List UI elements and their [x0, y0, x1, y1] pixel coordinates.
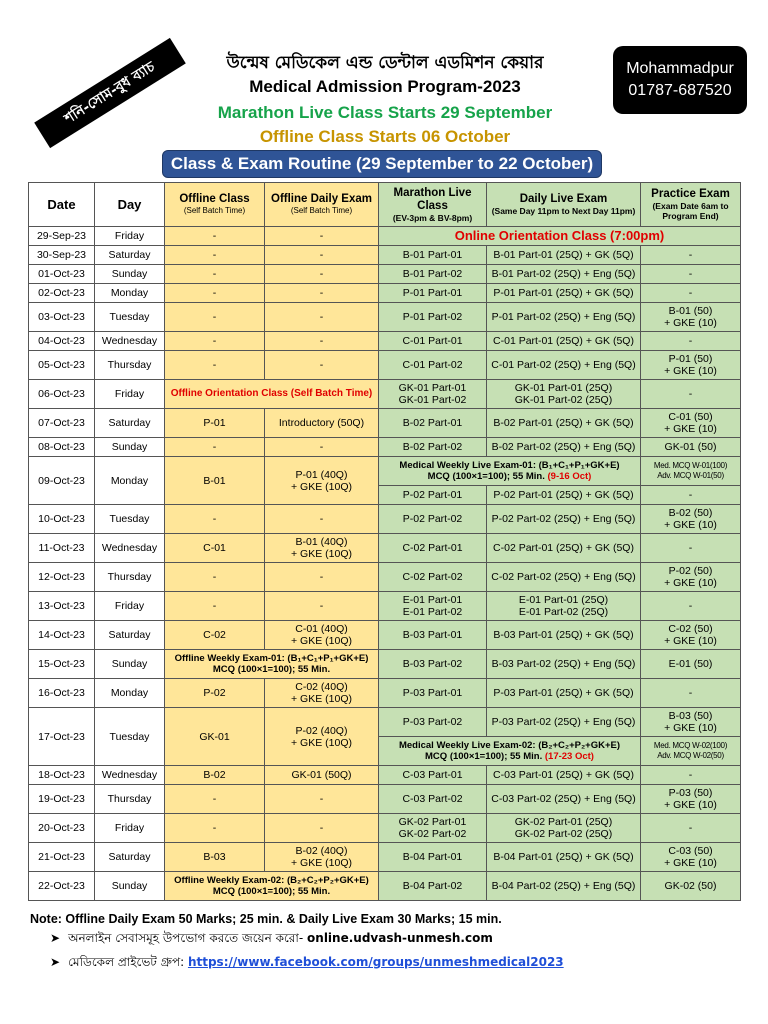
live-exam-cell: P-03 Part-01 (25Q) + GK (5Q): [487, 679, 641, 708]
offline-exam-cell: [265, 621, 379, 650]
day-cell: Tuesday: [95, 303, 165, 332]
table-row: [29, 246, 741, 265]
offline-exam-cell: -: [265, 563, 379, 592]
online-services-link[interactable]: online.udvash-unmesh.com: [307, 931, 493, 945]
practice-cell: -: [641, 265, 741, 284]
day-cell: Friday: [95, 380, 165, 409]
practice-cell: [641, 563, 741, 592]
practice-cell: [641, 843, 741, 872]
table-row: [29, 227, 741, 246]
offline-class-cell: -: [165, 563, 265, 592]
live-exam-line-2: GK-01 Part-02 (25Q): [514, 394, 613, 406]
date-cell: 09-Oct-23: [29, 457, 95, 505]
offline-exam-line-1: C-01 (40Q): [295, 623, 348, 635]
day-cell: Friday: [95, 227, 165, 246]
offline-exam-cell: -: [265, 785, 379, 814]
offline-exam-cell: -: [265, 284, 379, 303]
marathon-cell: B-04 Part-01: [379, 843, 487, 872]
practice-cell: [641, 785, 741, 814]
practice-line-2: + GKE (10): [664, 857, 717, 869]
practice-line-1: P-02 (50): [668, 565, 713, 577]
header-row: [29, 183, 741, 227]
practice-line-2: + GKE (10): [664, 577, 717, 589]
live-exam-cell: P-02 Part-01 (25Q) + GK (5Q): [487, 486, 641, 505]
table-row: [29, 380, 741, 409]
marathon-cell: C-01 Part-01: [379, 332, 487, 351]
table-row: [29, 650, 741, 679]
offline-exam-cell: -: [265, 332, 379, 351]
weekly-line-2: [381, 751, 638, 762]
header: [0, 0, 768, 182]
online-services-item: [30, 930, 750, 950]
table-row: [29, 814, 741, 843]
marathon-cell: B-03 Part-01: [379, 621, 487, 650]
live-exam-line-2: GK-02 Part-02 (25Q): [514, 828, 613, 840]
program-title: Medical Admission Program-2023: [249, 77, 521, 96]
col-practice: [641, 183, 741, 227]
offline-exam-line-1: B-01 (40Q): [295, 536, 348, 548]
live-exam-cell: C-01 Part-01 (25Q) + GK (5Q): [487, 332, 641, 351]
arrow-right-icon: ➤: [50, 931, 61, 945]
offline-exam-cell: -: [265, 303, 379, 332]
offline-exam-line-1: P-01 (40Q): [295, 468, 348, 481]
marathon-cell: [379, 814, 487, 843]
practice-line-1: B-02 (50): [668, 507, 713, 519]
table-row: [29, 303, 741, 332]
day-cell: Friday: [95, 814, 165, 843]
day-cell: Tuesday: [95, 505, 165, 534]
routine-title: Class & Exam Routine (29 September to 22 October): [162, 150, 602, 178]
offline-class-cell: -: [165, 284, 265, 303]
offline-exam-cell: -: [265, 505, 379, 534]
live-exam-cell: [487, 592, 641, 621]
org-title-bangla: উন্মেষ মেডিকেল এন্ড ডেন্টাল এডমিশন কেয়ার: [226, 53, 544, 73]
offline-exam-cell: -: [265, 592, 379, 621]
day-cell: Wednesday: [95, 534, 165, 563]
marathon-line-1: E-01 Part-01: [402, 594, 463, 606]
offline-class-cell: -: [165, 227, 265, 246]
date-cell: 05-Oct-23: [29, 351, 95, 380]
offline-exam-line-2: + GKE (10Q): [291, 635, 352, 647]
marathon-cell: P-02 Part-02: [379, 505, 487, 534]
offline-exam-cell: [265, 708, 379, 766]
date-cell: 22-Oct-23: [29, 872, 95, 901]
offline-class-cell: -: [165, 303, 265, 332]
weekly-line-1: Offline Weekly Exam-01: (B₁+C₁+P₁+GK+E): [174, 653, 369, 664]
practice-cell: [641, 303, 741, 332]
offline-exam-cell: -: [265, 227, 379, 246]
col-offline-exam-sub: (Self Batch Time): [290, 206, 353, 215]
offline-exam-line-2: + GKE (10Q): [291, 693, 352, 705]
practice-line-2: + GKE (10): [664, 799, 717, 811]
offline-exam-cell: [265, 534, 379, 563]
practice-cell: [641, 409, 741, 438]
practice-line-2: + GKE (10): [664, 317, 717, 329]
practice-cell: GK-01 (50): [641, 438, 741, 457]
offline-exam-line-2: + GKE (10Q): [291, 857, 352, 869]
live-exam-cell: B-04 Part-01 (25Q) + GK (5Q): [487, 843, 641, 872]
practice-line-1: B-01 (50): [668, 305, 713, 317]
table-row: [29, 457, 741, 486]
practice-cell: -: [641, 380, 741, 409]
offline-exam-cell: [265, 843, 379, 872]
date-cell: 07-Oct-23: [29, 409, 95, 438]
table-row: [29, 563, 741, 592]
offline-class-cell: -: [165, 265, 265, 284]
marathon-cell: P-01 Part-01: [379, 284, 487, 303]
date-cell: 20-Oct-23: [29, 814, 95, 843]
offline-class-cell: B-03: [165, 843, 265, 872]
footer-note: Note: Offline Daily Exam 50 Marks; 25 min. & Daily Live Exam 30 Marks; 15 min.: [30, 912, 502, 926]
marathon-cell: P-02 Part-01: [379, 486, 487, 505]
day-cell: Monday: [95, 457, 165, 505]
live-exam-cell: P-02 Part-02 (25Q) + Eng (5Q): [487, 505, 641, 534]
offline-class-cell: GK-01: [165, 708, 265, 766]
offline-class-cell: -: [165, 814, 265, 843]
offline-class-cell: P-01: [165, 409, 265, 438]
date-cell: 14-Oct-23: [29, 621, 95, 650]
table-row: [29, 872, 741, 901]
offline-exam-cell: [265, 679, 379, 708]
date-cell: 13-Oct-23: [29, 592, 95, 621]
practice-cell: -: [641, 284, 741, 303]
marathon-line-2: E-01 Part-02: [402, 606, 463, 618]
offline-class-cell: B-02: [165, 766, 265, 785]
date-cell: 03-Oct-23: [29, 303, 95, 332]
table-row: [29, 679, 741, 708]
live-exam-cell: P-03 Part-02 (25Q) + Eng (5Q): [487, 708, 641, 737]
practice-line-1: C-03 (50): [668, 845, 713, 857]
date-cell: 29-Sep-23: [29, 227, 95, 246]
col-offline-class: [165, 183, 265, 227]
private-group-text: মেডিকেল প্রাইভেট গ্রুপ:: [68, 955, 188, 969]
table-row: [29, 265, 741, 284]
practice-cell: -: [641, 679, 741, 708]
practice-line-2: + GKE (10): [664, 423, 717, 435]
offline-exam-line-2: + GKE (10Q): [291, 480, 352, 493]
day-cell: Tuesday: [95, 708, 165, 766]
offline-exam-cell: -: [265, 265, 379, 284]
practice-cell: -: [641, 246, 741, 265]
contact-box: [613, 46, 747, 114]
date-cell: 10-Oct-23: [29, 505, 95, 534]
col-live-exam-sub: (Same Day 11pm to Next Day 11pm): [491, 206, 636, 216]
practice-line-1: P-01 (50): [668, 353, 713, 365]
day-cell: Monday: [95, 679, 165, 708]
table-row: [29, 351, 741, 380]
live-exam-cell: B-02 Part-02 (25Q) + Eng (5Q): [487, 438, 641, 457]
practice-line-2: + GKE (10): [664, 722, 717, 734]
offline-weekly-exam-cell: [165, 872, 379, 901]
weekly-line-2-dates: (9-16 Oct): [547, 471, 592, 482]
offline-exam-cell: Introductory (50Q): [265, 409, 379, 438]
marathon-cell: B-03 Part-02: [379, 650, 487, 679]
date-cell: 01-Oct-23: [29, 265, 95, 284]
date-cell: 15-Oct-23: [29, 650, 95, 679]
table-row: [29, 332, 741, 351]
marathon-line-1: GK-01 Part-01: [398, 382, 467, 394]
marathon-cell: B-04 Part-02: [379, 872, 487, 901]
day-cell: Sunday: [95, 650, 165, 679]
practice-weekly-cell: [641, 457, 741, 486]
live-exam-cell: C-02 Part-01 (25Q) + GK (5Q): [487, 534, 641, 563]
day-cell: Thursday: [95, 351, 165, 380]
col-live-exam: [487, 183, 641, 227]
live-exam-cell: [487, 814, 641, 843]
table-row: [29, 766, 741, 785]
col-offline-class-sub: (Self Batch Time): [183, 206, 246, 215]
offline-class-cell: -: [165, 246, 265, 265]
col-practice-label: Practice Exam: [651, 188, 730, 200]
date-cell: 02-Oct-23: [29, 284, 95, 303]
day-cell: Sunday: [95, 438, 165, 457]
offline-class-cell: -: [165, 438, 265, 457]
day-cell: Saturday: [95, 246, 165, 265]
private-group-link[interactable]: https://www.facebook.com/groups/unmeshmedical2023: [187, 955, 564, 969]
live-exam-cell: B-01 Part-02 (25Q) + Eng (5Q): [487, 265, 641, 284]
practice-cell: -: [641, 814, 741, 843]
practice-line-2: Adv. MCQ W-01(50): [657, 471, 724, 480]
routine-table: [28, 182, 741, 901]
marathon-cell: C-01 Part-02: [379, 351, 487, 380]
day-cell: Friday: [95, 592, 165, 621]
col-marathon-sub: (EV-3pm & BV-8pm): [392, 212, 473, 223]
practice-line-2: + GKE (10): [664, 365, 717, 377]
live-exam-cell: P-01 Part-01 (25Q) + GK (5Q): [487, 284, 641, 303]
marathon-cell: C-02 Part-01: [379, 534, 487, 563]
day-cell: Thursday: [95, 563, 165, 592]
offline-class-cell: C-01: [165, 534, 265, 563]
offline-exam-cell: -: [265, 246, 379, 265]
table-row: [29, 534, 741, 563]
col-marathon-label: Marathon Live Class: [393, 186, 472, 212]
offline-orientation-cell: Offline Orientation Class (Self Batch Time): [165, 380, 379, 409]
table-row: [29, 505, 741, 534]
table-row: [29, 708, 741, 737]
day-cell: Wednesday: [95, 332, 165, 351]
date-cell: 04-Oct-23: [29, 332, 95, 351]
offline-exam-cell: GK-01 (50Q): [265, 766, 379, 785]
weekly-line-2-text: MCQ (100×1=100); 55 Min.: [427, 471, 545, 482]
marathon-cell: B-01 Part-01: [379, 246, 487, 265]
practice-cell: -: [641, 486, 741, 505]
offline-class-cell: -: [165, 332, 265, 351]
marathon-start: Marathon Live Class Starts 29 September: [217, 103, 553, 122]
practice-line-1: C-02 (50): [668, 623, 713, 635]
offline-class-cell: -: [165, 592, 265, 621]
offline-class-cell: -: [165, 785, 265, 814]
offline-class-cell: -: [165, 505, 265, 534]
weekly-live-exam-cell: [379, 457, 641, 486]
date-cell: 18-Oct-23: [29, 766, 95, 785]
live-exam-cell: B-01 Part-01 (25Q) + GK (5Q): [487, 246, 641, 265]
offline-exam-line-1: P-02 (40Q): [295, 724, 348, 737]
practice-line-2: + GKE (10): [664, 635, 717, 647]
practice-line-1: Med. MCQ W-02(100): [653, 741, 728, 750]
table-row: [29, 621, 741, 650]
marathon-cell: [379, 592, 487, 621]
table-row: [29, 284, 741, 303]
offline-start: Offline Class Starts 06 October: [259, 127, 511, 146]
marathon-cell: B-02 Part-01: [379, 409, 487, 438]
table-row: [29, 592, 741, 621]
practice-cell: -: [641, 766, 741, 785]
live-exam-cell: B-02 Part-01 (25Q) + GK (5Q): [487, 409, 641, 438]
date-cell: 21-Oct-23: [29, 843, 95, 872]
arrow-right-icon: ➤: [50, 955, 61, 969]
practice-cell: E-01 (50): [641, 650, 741, 679]
marathon-cell: P-03 Part-02: [379, 708, 487, 737]
marathon-cell: P-03 Part-01: [379, 679, 487, 708]
practice-cell: [641, 505, 741, 534]
date-cell: 12-Oct-23: [29, 563, 95, 592]
footer: [30, 912, 750, 974]
date-cell: 30-Sep-23: [29, 246, 95, 265]
day-cell: Monday: [95, 284, 165, 303]
online-orientation-cell: Online Orientation Class (7:00pm): [379, 227, 741, 246]
marathon-cell: C-02 Part-02: [379, 563, 487, 592]
weekly-line-2: MCQ (100×1=100); 55 Min.: [212, 664, 331, 675]
offline-exam-cell: -: [265, 438, 379, 457]
marathon-cell: P-01 Part-02: [379, 303, 487, 332]
live-exam-line-1: GK-01 Part-01 (25Q): [514, 382, 613, 394]
practice-cell: -: [641, 534, 741, 563]
day-cell: Saturday: [95, 843, 165, 872]
practice-cell: [641, 708, 741, 737]
branch-name: Mohammadpur: [626, 60, 734, 77]
offline-exam-line-2: + GKE (10Q): [291, 736, 352, 749]
marathon-cell: C-03 Part-02: [379, 785, 487, 814]
marathon-cell: C-03 Part-01: [379, 766, 487, 785]
live-exam-line-2: E-01 Part-02 (25Q): [518, 606, 609, 618]
marathon-line-1: GK-02 Part-01: [398, 816, 467, 828]
live-exam-line-1: E-01 Part-01 (25Q): [518, 594, 609, 606]
live-exam-cell: B-03 Part-01 (25Q) + GK (5Q): [487, 621, 641, 650]
live-exam-cell: C-03 Part-01 (25Q) + GK (5Q): [487, 766, 641, 785]
marathon-cell: B-01 Part-02: [379, 265, 487, 284]
offline-class-cell: P-02: [165, 679, 265, 708]
live-exam-cell: B-04 Part-02 (25Q) + Eng (5Q): [487, 872, 641, 901]
practice-line-2: Adv. MCQ W-02(50): [657, 751, 724, 760]
weekly-live-exam-cell: [379, 737, 641, 766]
offline-exam-cell: -: [265, 351, 379, 380]
offline-class-cell: C-02: [165, 621, 265, 650]
date-cell: 17-Oct-23: [29, 708, 95, 766]
marathon-line-2: GK-01 Part-02: [398, 394, 467, 406]
live-exam-cell: B-03 Part-02 (25Q) + Eng (5Q): [487, 650, 641, 679]
practice-cell: -: [641, 592, 741, 621]
day-cell: Saturday: [95, 409, 165, 438]
date-cell: 16-Oct-23: [29, 679, 95, 708]
day-cell: Wednesday: [95, 766, 165, 785]
table-row: [29, 785, 741, 814]
marathon-cell: [379, 380, 487, 409]
table-row: [29, 438, 741, 457]
date-cell: 06-Oct-23: [29, 380, 95, 409]
offline-exam-line-1: C-02 (40Q): [295, 681, 348, 693]
table-row: [29, 409, 741, 438]
day-cell: Saturday: [95, 621, 165, 650]
practice-cell: [641, 621, 741, 650]
online-services-text: অনলাইন সেবাসমূহ উপভোগ করতে জয়েন করো-: [68, 931, 308, 945]
col-date: Date: [29, 183, 95, 227]
practice-line-1: C-01 (50): [668, 411, 713, 423]
weekly-line-2: MCQ (100×1=100); 55 Min.: [212, 886, 331, 897]
day-cell: Thursday: [95, 785, 165, 814]
offline-exam-line-2: + GKE (10Q): [291, 548, 352, 560]
weekly-line-1: Medical Weekly Live Exam-02: (B₂+C₂+P₂+GK+E): [398, 740, 621, 751]
live-exam-cell: [487, 380, 641, 409]
date-cell: 11-Oct-23: [29, 534, 95, 563]
practice-cell: GK-02 (50): [641, 872, 741, 901]
weekly-line-1: Medical Weekly Live Exam-01: (B₁+C₁+P₁+GK+E): [399, 460, 620, 471]
practice-line-1: B-03 (50): [668, 710, 713, 722]
offline-class-cell: -: [165, 351, 265, 380]
weekly-line-2: [381, 471, 638, 482]
col-live-exam-label: Daily Live Exam: [519, 193, 608, 205]
phone-number: 01787-687520: [628, 82, 732, 99]
col-offline-exam-label: Offline Daily Exam: [271, 193, 372, 205]
batch-ribbon: শনি-সোম-বুধ ব্যাচ: [34, 38, 186, 148]
practice-cell: -: [641, 332, 741, 351]
live-exam-cell: C-02 Part-02 (25Q) + Eng (5Q): [487, 563, 641, 592]
date-cell: 08-Oct-23: [29, 438, 95, 457]
live-exam-cell: C-01 Part-02 (25Q) + Eng (5Q): [487, 351, 641, 380]
weekly-line-2-dates: (17-23 Oct): [544, 751, 594, 762]
offline-exam-line-1: B-02 (40Q): [295, 845, 348, 857]
marathon-cell: B-02 Part-02: [379, 438, 487, 457]
offline-class-cell: B-01: [165, 457, 265, 505]
col-offline-exam: [265, 183, 379, 227]
date-cell: 19-Oct-23: [29, 785, 95, 814]
live-exam-line-1: GK-02 Part-01 (25Q): [514, 816, 613, 828]
col-offline-class-label: Offline Class: [179, 193, 250, 205]
private-group-item: [30, 954, 750, 974]
day-cell: Sunday: [95, 265, 165, 284]
offline-exam-cell: [265, 457, 379, 505]
offline-exam-cell: -: [265, 814, 379, 843]
offline-weekly-exam-cell: [165, 650, 379, 679]
table-row: [29, 843, 741, 872]
live-exam-cell: P-01 Part-02 (25Q) + Eng (5Q): [487, 303, 641, 332]
col-day: Day: [95, 183, 165, 227]
weekly-line-2-text: MCQ (100×1=100); 55 Min.: [425, 751, 543, 762]
weekly-line-1: Offline Weekly Exam-02: (B₂+C₂+P₂+GK+E): [174, 875, 369, 886]
practice-line-2: + GKE (10): [664, 519, 717, 531]
practice-line-1: Med. MCQ W-01(100): [653, 461, 728, 470]
practice-weekly-cell: [641, 737, 741, 766]
marathon-line-2: GK-02 Part-02: [398, 828, 467, 840]
col-marathon: [379, 183, 487, 227]
live-exam-cell: C-03 Part-02 (25Q) + Eng (5Q): [487, 785, 641, 814]
practice-cell: [641, 351, 741, 380]
day-cell: Sunday: [95, 872, 165, 901]
practice-line-1: P-03 (50): [668, 787, 713, 799]
col-practice-sub: (Exam Date 6am to Program End): [652, 201, 729, 221]
